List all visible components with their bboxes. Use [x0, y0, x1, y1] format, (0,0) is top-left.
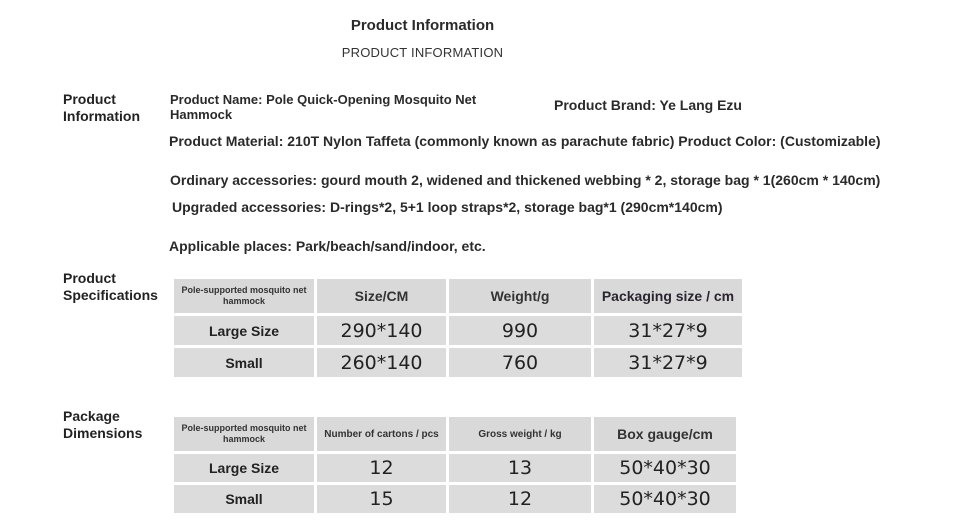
row-label: Large Size — [174, 454, 314, 482]
column-header: Pole-supported mosquito net hammock — [174, 279, 314, 313]
table-cell: 31*27*9 — [594, 348, 742, 377]
product-material: Product Material: 210T Nylon Taffeta (commonly known as parachute fabric) Product Color: (Customizable) — [169, 133, 881, 149]
column-header: Pole-supported mosquito net hammock — [174, 417, 314, 451]
spec-table — [171, 276, 745, 380]
table-header-row — [174, 279, 742, 313]
column-header: Box gauge/cm — [594, 417, 736, 451]
row-label: Small — [174, 348, 314, 377]
product-brand: Product Brand: Ye Lang Ezu — [554, 97, 742, 113]
section-label-info: Product Information — [63, 91, 140, 124]
column-header: Size/CM — [317, 279, 446, 313]
ordinary-accessories: Ordinary accessories: gourd mouth 2, widened and thickened webbing * 2, storage bag * 1(260cm * 140cm) — [170, 172, 881, 188]
column-header: Number of cartons / pcs — [317, 417, 446, 451]
package-table — [171, 414, 739, 516]
table-cell: 12 — [449, 485, 591, 513]
table-cell: 50*40*30 — [594, 485, 736, 513]
row-label: Large Size — [174, 316, 314, 345]
upgraded-accessories: Upgraded accessories: D-rings*2, 5+1 loop straps*2, storage bag*1 (290cm*140cm) — [172, 199, 723, 215]
section-label-package: Package Dimensions — [63, 408, 143, 441]
table-row — [174, 485, 736, 513]
product-name: Product Name: Pole Quick-Opening Mosquito Net Hammock — [170, 92, 477, 122]
row-label: Small — [174, 485, 314, 513]
column-header: Weight/g — [449, 279, 591, 313]
table-cell: 31*27*9 — [594, 316, 742, 345]
table-cell: 13 — [449, 454, 591, 482]
table-cell: 50*40*30 — [594, 454, 736, 482]
table-cell: 760 — [449, 348, 591, 377]
section-label-specs: Product Specifications — [63, 270, 158, 303]
table-cell: 990 — [449, 316, 591, 345]
column-header: Gross weight / kg — [449, 417, 591, 451]
table-cell: 12 — [317, 454, 446, 482]
table-row — [174, 316, 742, 345]
table-header-row — [174, 417, 736, 451]
table-cell: 15 — [317, 485, 446, 513]
applicable-places: Applicable places: Park/beach/sand/indoor, etc. — [169, 238, 486, 254]
column-header: Packaging size / cm — [594, 279, 742, 313]
table-row — [174, 454, 736, 482]
page-title: Product Information — [350, 17, 495, 34]
table-cell: 290*140 — [317, 316, 446, 345]
page-subtitle: PRODUCT INFORMATION — [341, 45, 504, 60]
table-cell: 260*140 — [317, 348, 446, 377]
table-row — [174, 348, 742, 377]
